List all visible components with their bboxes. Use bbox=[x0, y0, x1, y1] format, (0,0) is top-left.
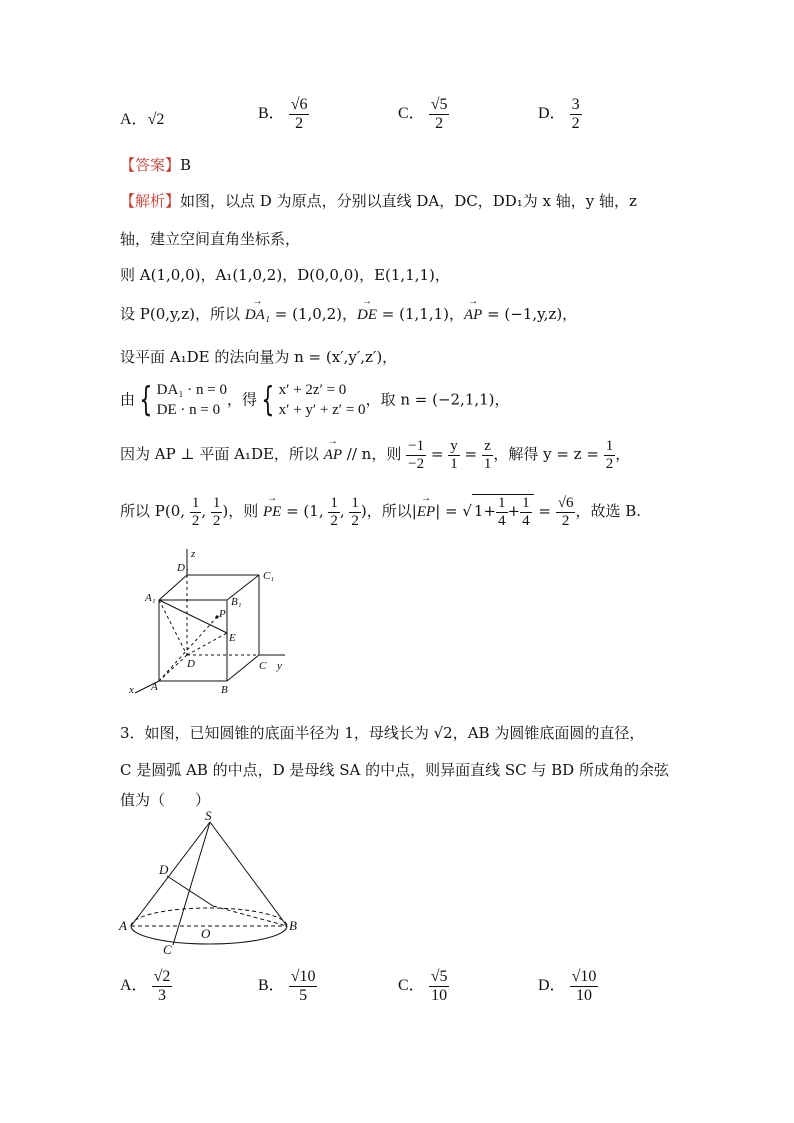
choice-b: B． $\frac{√6}{2}$ bbox=[258, 96, 308, 132]
label-c1: C₁ bbox=[263, 570, 275, 582]
analysis-line-7: 因为 AP ⊥ 平面 A₁DE，所以 → AP // n，则 $\frac{-1}{-2}$ = $\frac{y}{1}$ = $\frac{z}{1}$ ，解得 y = z = $\frac{1}{2}$ ， bbox=[120, 438, 630, 472]
label-d: D bbox=[187, 658, 195, 670]
label-y: y bbox=[277, 660, 282, 672]
label-d1: D₁ bbox=[177, 562, 189, 574]
q3-choice-b: B． $\frac{√10}{5}$ bbox=[258, 968, 316, 1004]
label-c: C bbox=[163, 942, 172, 957]
q3-line-2: C 是圆弧 AB 的中点，D 是母线 SA 的中点，则异面直线 SC 与 BD 所成角的余弦 bbox=[120, 761, 669, 779]
analysis-line-1: 【解析】如图，以点 D 为原点，分别以直线 DA，DC，DD₁为 x 轴，y 轴，z bbox=[120, 192, 637, 210]
label-o: O bbox=[201, 926, 211, 941]
label-d: D bbox=[159, 862, 169, 877]
analysis-line-4: 设 P(0,y,z)，所以 → DA₁ = (1,0,2)，→ DE = (1,1,1)，→ AP = (−1,y,z)， bbox=[120, 303, 577, 324]
q3-choice-c: C． $\frac{√5}{10}$ bbox=[398, 968, 448, 1004]
analysis-line-2: 轴，建立空间直角坐标系， bbox=[120, 230, 301, 248]
label-b1: B₁ bbox=[231, 596, 242, 608]
label-x: x bbox=[129, 684, 134, 695]
label-s: S bbox=[205, 810, 212, 823]
q3-line-3: 值为（ ） bbox=[120, 791, 211, 809]
label-a1: A₁ bbox=[145, 592, 156, 604]
label-a: A bbox=[119, 918, 127, 933]
choice-d: D． $\frac{3}{2}$ bbox=[538, 96, 580, 132]
q3-line-1: 3．如图，已知圆锥的底面半径为 1，母线长为 √2，AB 为圆锥底面圆的直径， bbox=[120, 724, 645, 742]
answer-line: 【答案】B bbox=[120, 156, 192, 174]
label-p: P bbox=[219, 608, 226, 620]
label-c: C bbox=[259, 660, 267, 672]
label-e: E bbox=[229, 632, 236, 644]
analysis-line-6: 由 { DA₁ · n = 0 DE · n = 0 ，得 { x′ + 2z′ = 0 x′ + y′ + z′ = 0 ，取 n = (−2,1,1)， bbox=[120, 380, 510, 421]
cube-figure bbox=[125, 545, 300, 695]
q3-choice-d: D． $\frac{√10}{10}$ bbox=[538, 968, 597, 1004]
label-a: A bbox=[151, 681, 158, 693]
label-b: B bbox=[221, 684, 228, 695]
analysis-line-3: 则 A(1,0,0)，A₁(1,0,2)，D(0,0,0)，E(1,1,1)， bbox=[120, 266, 450, 284]
label-b: B bbox=[289, 918, 297, 933]
label-z: z bbox=[191, 548, 196, 560]
cone-figure bbox=[115, 810, 305, 960]
q3-choice-a: A． $\frac{√2}{3}$ bbox=[120, 968, 171, 1004]
analysis-line-8: 所以 P(0, $\frac{1}{2}$ , $\frac{1}{2}$ )，则 → PE = (1, $\frac{1}{2}$ , $\frac{1}{2}$ )，所以|→ EP| = √ 1+ $\frac{1}{4}$ + $\frac{1}{4}$ = $\frac{√6}{2}$ ，故选 B. bbox=[120, 494, 641, 529]
analysis-line-5: 设平面 A₁DE 的法向量为 n = (x′,y′,z′)， bbox=[120, 348, 398, 366]
choice-c: C． $\frac{√5}{2}$ bbox=[398, 96, 448, 132]
choice-a: A．√2 bbox=[120, 111, 165, 128]
